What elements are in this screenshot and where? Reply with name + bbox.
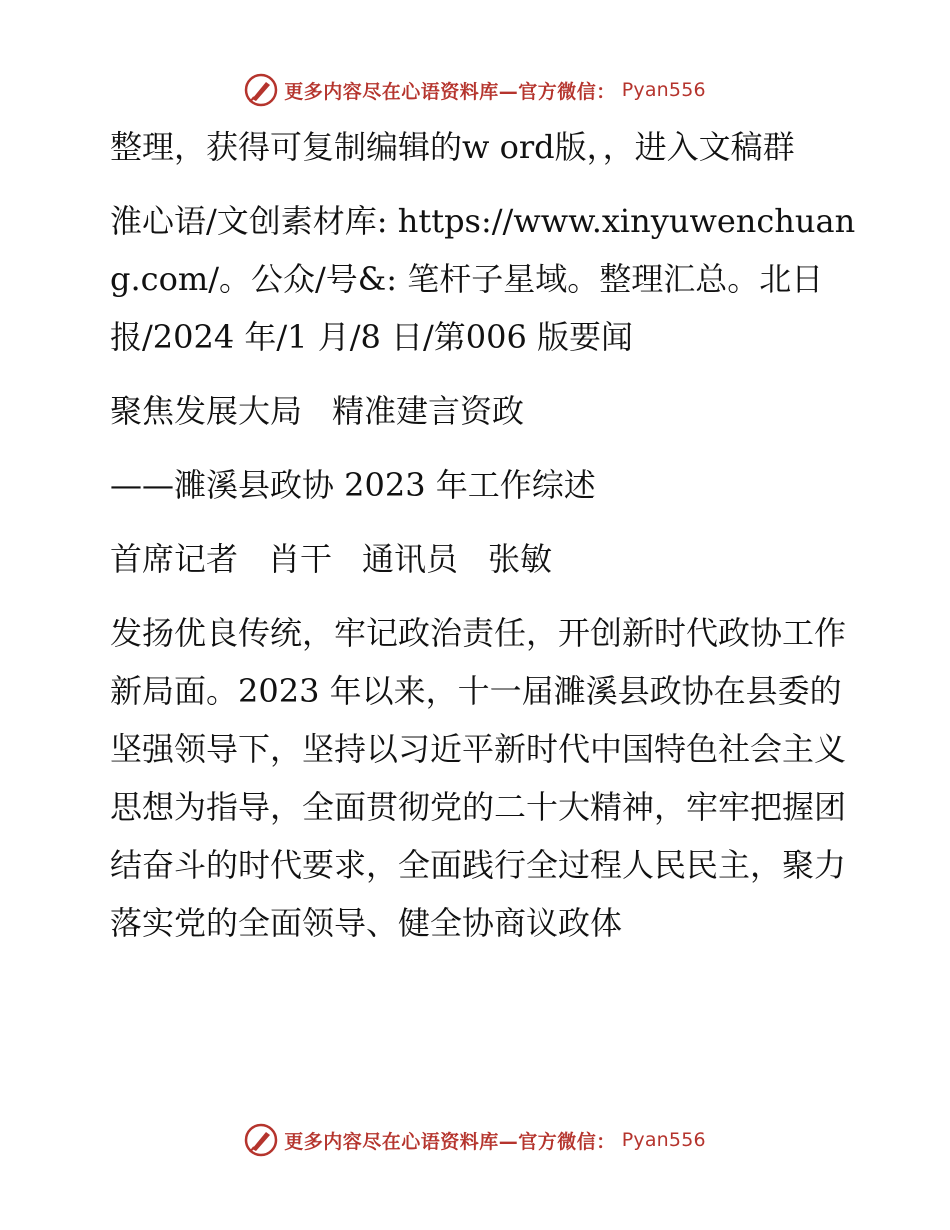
- chief-reporter-name: 肖干: [268, 540, 333, 578]
- article-title: [98, 382, 858, 440]
- banner-wechat-id: Pyan556: [621, 1129, 706, 1151]
- intro-paragraph: 整理，获得可复制编辑的w ord版，，进入文稿群: [110, 128, 795, 166]
- quill-logo-icon: [244, 73, 278, 107]
- byline: [98, 530, 858, 588]
- article-subtitle: ——濉溪县政协 2023 年工作综述: [110, 466, 596, 504]
- source-paragraph: 淮心语/文创素材库: https://www.xinyuwenchuang.com/。公众/号&: 笔杆子星域。整理汇总。北日报/2024 年/1 月/8 日/第006 版要闻: [110, 202, 856, 356]
- banner-text: 更多内容尽在心语资料库—官方微信：: [284, 80, 616, 103]
- banner-wechat-id: Pyan556: [621, 79, 706, 101]
- correspondent-name: 张敏: [488, 540, 553, 578]
- quill-logo-icon: [244, 1123, 278, 1157]
- article-title-part2: 精准建言资政: [332, 392, 525, 430]
- banner-text: 更多内容尽在心语资料库—官方微信：: [284, 1130, 616, 1153]
- chief-reporter-label: 首席记者: [110, 540, 239, 578]
- correspondent-label: 通讯员: [362, 540, 459, 578]
- article-title-part1: 聚焦发展大局: [110, 392, 303, 430]
- header-banner: [0, 70, 950, 110]
- document-body: [98, 118, 858, 968]
- footer-banner: [0, 1120, 950, 1160]
- body-paragraph: 发扬优良传统，牢记政治责任，开创新时代政协工作新局面。2023 年以来，十一届濉溪县政协在县委的坚强领导下，坚持以习近平新时代中国特色社会主义思想为指导，全面贯彻党的二十大精神，牢牢把握团结奋斗的时代要求，全面践行全过程人民民主，聚力落实党的全面领导、健全协商议政体: [110, 614, 847, 942]
